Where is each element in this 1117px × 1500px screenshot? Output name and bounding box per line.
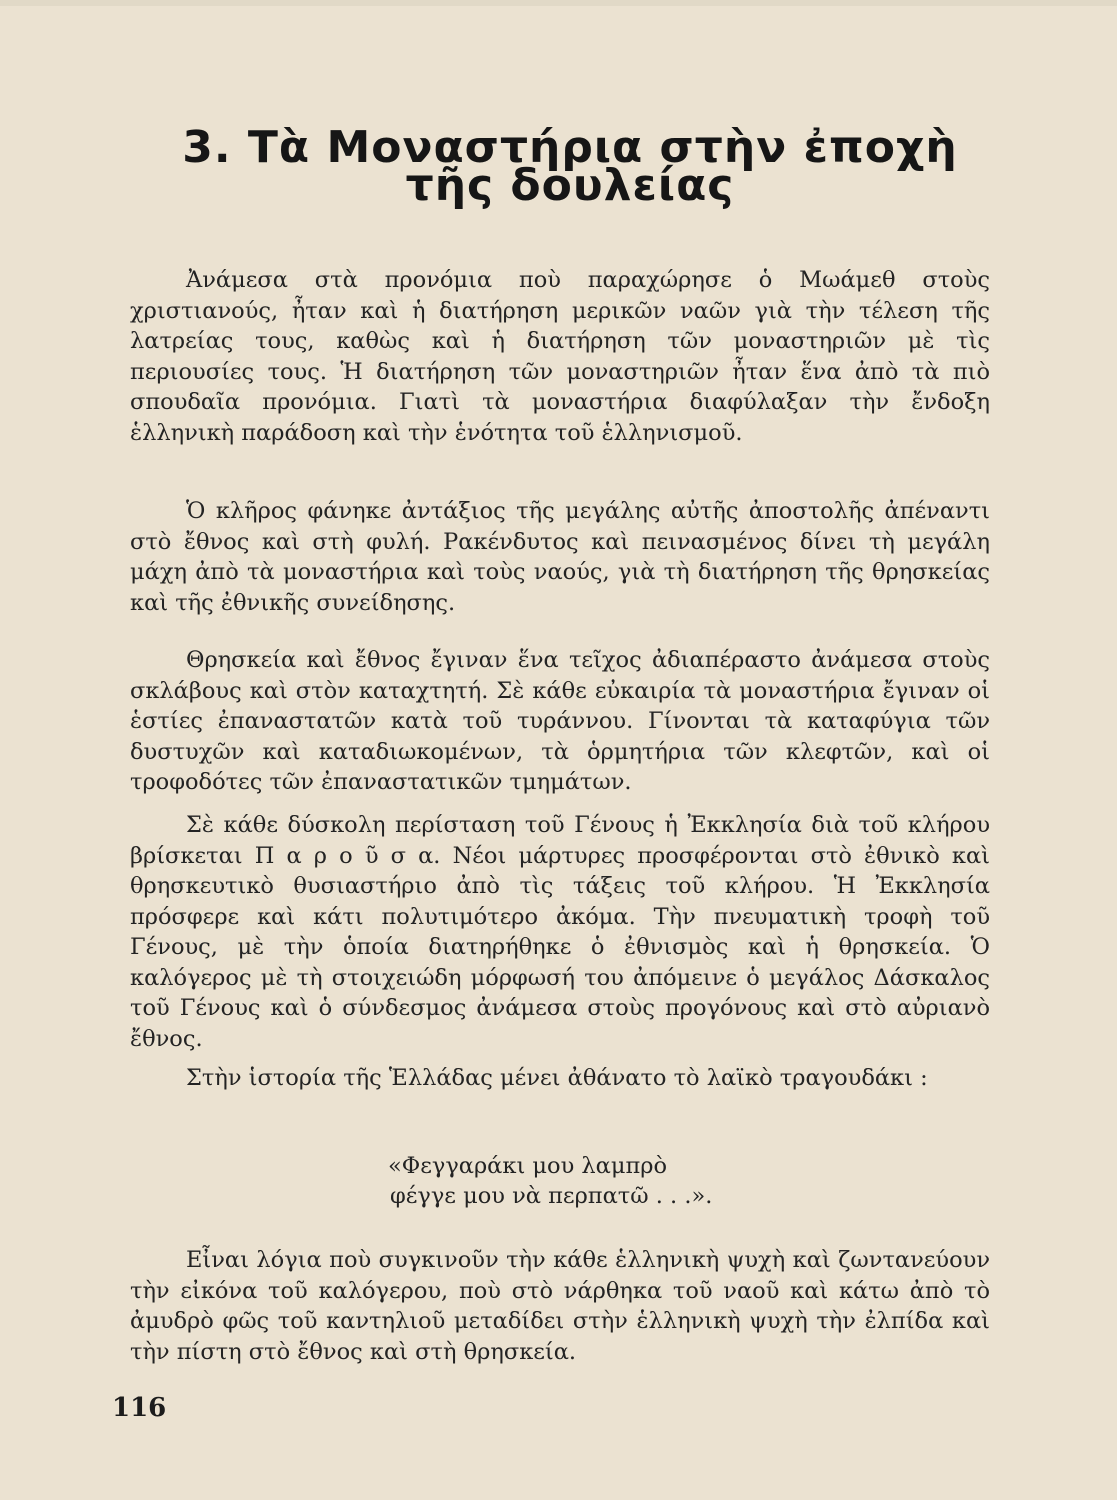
paragraph-3-text: Θρησκεία καὶ ἔθνος ἔγιναν ἕνα τεῖχος ἀδιαπέραστο ἀνάμεσα στοὺς σκλάβους καὶ στὸν καταχτητή. Σὲ κάθε εὐκαιρία τὰ μοναστήρια ἔγιναν οἱ ἑστίες ἐπαναστατῶν κατὰ τοῦ τυράννου. Γίνονται τὰ καταφύγια τῶν δυστυχῶν καὶ καταδιωκομένων, τὰ ὁρμητήρια τῶν κλεφτῶν, καὶ οἱ τροφοδότες τῶν ἐπαναστατικῶν τμημάτων. bbox=[130, 647, 990, 795]
chapter-title-line-2: τῆς δουλείας bbox=[405, 160, 735, 211]
paragraph-2-text: Ὁ κλῆρος φάνηκε ἀντάξιος τῆς μεγάλης αὐτῆς ἀποστολῆς ἀπέναντι στὸ ἔθνος καὶ στὴ φυλή. Ρακένδυτος καὶ πεινασμένος δίνει τὴ μεγάλη μάχη ἀπὸ τὰ μοναστήρια καὶ τοὺς ναούς, γιὰ τὴ διατήρηση τῆς θρησκείας καὶ τῆς ἐθνικῆς συνείδησης. bbox=[130, 498, 990, 616]
paragraph-1 bbox=[130, 265, 990, 448]
chapter-title-line-1: 3. Τὰ Μοναστήρια στὴν ἐποχὴ bbox=[182, 122, 958, 173]
paragraph-4 bbox=[130, 810, 990, 1054]
paragraph-6 bbox=[130, 1245, 990, 1367]
page-edge-shadow bbox=[0, 0, 1117, 6]
paragraph-2 bbox=[130, 496, 990, 618]
verse-line-1: «Φεγγαράκι μου λαμπρὸ bbox=[388, 1153, 668, 1179]
verse-line-2: φέγγε μου νὰ περπατῶ . . .». bbox=[390, 1183, 713, 1209]
paragraph-1-text: Ἀνάμεσα στὰ προνόμια ποὺ παραχώρησε ὁ Μωάμεθ στοὺς χριστιανούς, ἦταν καὶ ἡ διατήρηση μερικῶν ναῶν γιὰ τὴν τέλεση τῆς λατρείας τους, καθὼς καὶ ἡ διατήρηση τῶν μοναστηριῶν μὲ τὶς περιουσίες τους. Ἡ διατήρηση τῶν μοναστηριῶν ἦταν ἕνα ἀπὸ τὰ πιὸ σπουδαῖα προνόμια. Γιατὶ τὰ μοναστήρια διαφύλαξαν τὴν ἔνδοξη ἑλληνικὴ παράδοση καὶ τὴν ἑνότητα τοῦ ἑλληνισμοῦ. bbox=[130, 267, 990, 446]
paragraph-6-text: Εἶναι λόγια ποὺ συγκινοῦν τὴν κάθε ἑλληνικὴ ψυχὴ καὶ ζωντανεύουν τὴν εἰκόνα τοῦ καλόγερου, ποὺ στὸ νάρθηκα τοῦ ναοῦ καὶ κάτω ἀπὸ τὸ ἀμυδρὸ φῶς τοῦ καντηλιοῦ μεταδίδει στὴν ἑλληνικὴ ψυχὴ τὴν ἐλπίδα καὶ τὴν πίστη στὸ ἔθνος καὶ στὴ θρησκεία. bbox=[130, 1247, 990, 1365]
paragraph-5-text: Στὴν ἱστορία τῆς Ἑλλάδας μένει ἀθάνατο τὸ λαϊκὸ τραγουδάκι : bbox=[186, 1065, 928, 1091]
paragraph-5 bbox=[130, 1063, 990, 1094]
paragraph-3 bbox=[130, 645, 990, 798]
page-number: 116 bbox=[112, 1393, 167, 1423]
paragraph-4-text: Σὲ κάθε δύσκολη περίσταση τοῦ Γένους ἡ Ἐκκλησία διὰ τοῦ κλήρου βρίσκεται Π α ρ ο ῦ σ α. Νέοι μάρτυρες προσφέρονται στὸ ἐθνικὸ καὶ θρησκευτικὸ θυσιαστήριο ἀπὸ τὶς τάξεις τοῦ κλήρου. Ἡ Ἐκκλησία πρόσφερε καὶ κάτι πολυτιμότερο ἀκόμα. Τὴν πνευματικὴ τροφὴ τοῦ Γένους, μὲ τὴν ὁποία διατηρήθηκε ὁ ἐθνισμὸς καὶ ἡ θρησκεία. Ὁ καλόγερος μὲ τὴ στοιχειώδη μόρφωσή του ἀπόμεινε ὁ μεγάλος Δάσκαλος τοῦ Γένους καὶ ὁ σύνδεσμος ἀνάμεσα στοὺς προγόνους καὶ στὸ αὐριανὸ ἔθνος. bbox=[130, 812, 990, 1052]
